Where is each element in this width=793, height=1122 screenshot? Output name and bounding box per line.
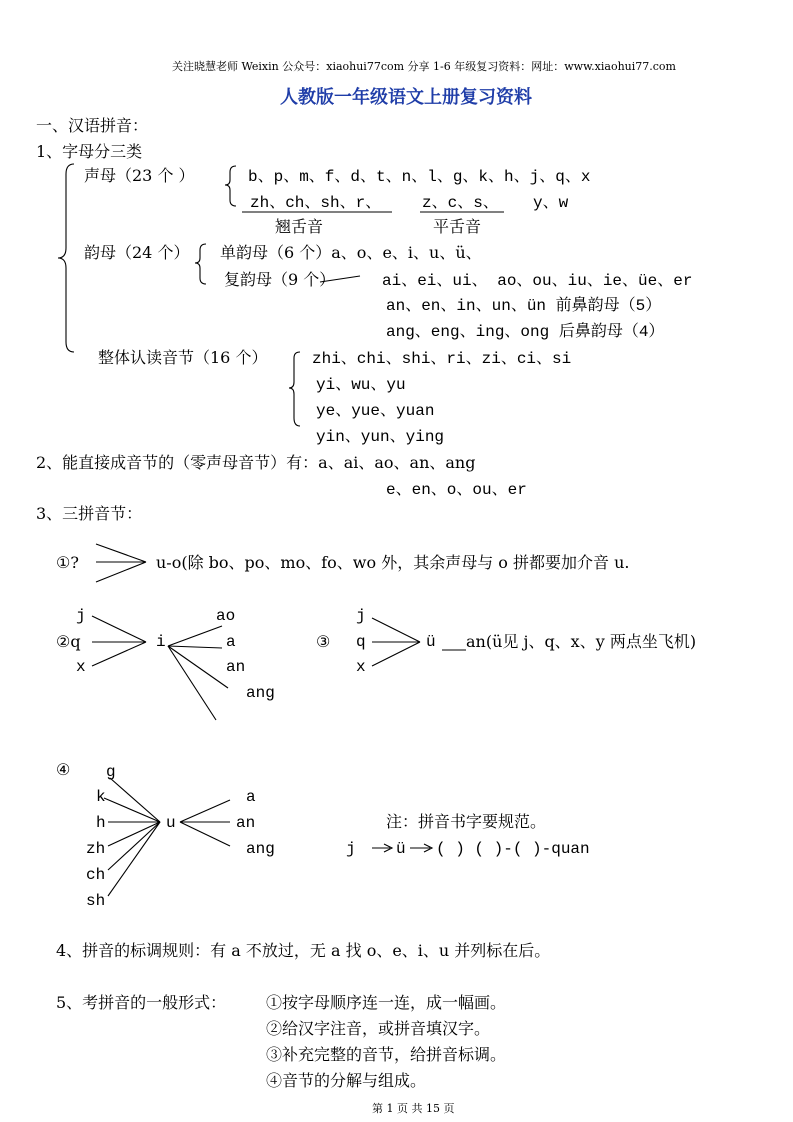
item-4: 4、拼音的标调规则：有 a 不放过，无 a 找 o、e、i、u 并列标在后。 bbox=[56, 941, 551, 960]
diagram3-x: x bbox=[356, 658, 366, 676]
d3-line-j bbox=[372, 618, 420, 642]
hou-bi-yunmu: ang、eng、ing、ong 后鼻韵母（4） bbox=[386, 323, 665, 341]
d2-line-ao bbox=[168, 626, 222, 646]
shengmu-pingshe: z、c、s、 bbox=[422, 194, 499, 212]
d2-line-a bbox=[168, 646, 222, 648]
brace-main bbox=[58, 164, 74, 352]
item-2: 2、能直接成音节的（零声母音节）有：a、ai、ao、an、ang bbox=[36, 453, 476, 472]
diagram3-j: j bbox=[356, 607, 366, 625]
page-title: 人教版一年级语文上册复习资料 bbox=[280, 87, 532, 108]
diagram4-final-a: a bbox=[246, 788, 256, 806]
diagram4-final-an: an bbox=[236, 814, 256, 832]
diagram3-text: an(ü见 j、q、x、y 两点坐飞机) bbox=[466, 632, 697, 651]
diagram2-a: a bbox=[226, 633, 236, 651]
item-3: 3、三拼音节： bbox=[36, 504, 143, 523]
diagram4-note: 注：拼音书字要规范。 bbox=[386, 812, 547, 831]
diagram4-mark: ④ bbox=[56, 760, 71, 779]
d4-line-ang bbox=[180, 822, 230, 846]
pingshe-label: 平舌音 bbox=[433, 217, 482, 236]
zhengti-line4: yin、yun、ying bbox=[316, 428, 445, 446]
d2-line-j bbox=[92, 616, 146, 642]
qian-bi-yunmu: an、en、in、un、ün 前鼻韵母（5） bbox=[386, 297, 662, 315]
item-5-line1: ①按字母顺序连一连，成一幅画。 bbox=[266, 993, 507, 1012]
page-footer: 第 1 页 共 15 页 bbox=[372, 1102, 455, 1115]
diagram2-j: j bbox=[76, 607, 86, 625]
d2-line-x bbox=[92, 642, 146, 666]
zhengti-line1: zhi、chi、shi、ri、zi、ci、si bbox=[312, 350, 572, 368]
diagram3-q: q bbox=[356, 633, 366, 651]
d1-line-top bbox=[96, 544, 146, 562]
brace-yunmu bbox=[195, 244, 206, 284]
diagram2-x: x bbox=[76, 658, 86, 676]
yunmu-label: 韵母（24 个） bbox=[84, 243, 190, 262]
diagram4-initial-ch: ch bbox=[86, 866, 106, 884]
diagram3-u: ü bbox=[426, 633, 436, 651]
d4-line-a bbox=[180, 800, 230, 822]
fu-yunmu-label: 复韵母（9 个） bbox=[224, 270, 336, 289]
diagram4-initial-zh: zh bbox=[86, 840, 106, 858]
shengmu-line1: b、p、m、f、d、t、n、l、g、k、h、j、q、x bbox=[248, 168, 591, 186]
shengmu-label: 声母（23 个 ） bbox=[84, 166, 195, 185]
item-5-line3: ③补充完整的音节，给拼音标调。 bbox=[266, 1045, 507, 1064]
zhengti-line3: ye、yue、yuan bbox=[316, 402, 435, 420]
d2-line-an bbox=[168, 646, 228, 688]
item-5-line2: ②给汉字注音，或拼音填汉字。 bbox=[266, 1019, 491, 1038]
diagram3-mark: ③ bbox=[316, 632, 331, 651]
diagram4-u: u bbox=[166, 814, 176, 832]
brace-zhengti bbox=[289, 352, 300, 426]
shengmu-yw: y、w bbox=[533, 194, 569, 212]
diagram2-i: i bbox=[156, 633, 166, 651]
zhengti-line2: yi、wu、yu bbox=[316, 376, 406, 394]
diagram4-blanks: ( ) ( )-( )-quan bbox=[436, 840, 590, 858]
d3-line-x bbox=[372, 642, 420, 666]
diagram1-mark: ①? bbox=[56, 553, 79, 572]
brace-shengmu bbox=[225, 166, 236, 206]
diagram4-j: j bbox=[346, 840, 356, 858]
diagram2-mark: ②q bbox=[56, 632, 81, 651]
d4-line-ch bbox=[108, 822, 160, 870]
page-header: 关注晓慧老师 Weixin 公众号：xiaohui77com 分享 1-6 年级复习资料：网址：www.xiaohui77.com bbox=[172, 60, 676, 73]
diagram4-initial-g: g bbox=[106, 763, 116, 781]
item-1: 1、字母分三类 bbox=[36, 142, 143, 161]
dan-yunmu: 单韵母（6 个）a、o、e、i、u、ü、 bbox=[220, 243, 482, 262]
diagram2-ang: ang bbox=[246, 684, 275, 702]
diagram4-initial-sh: sh bbox=[86, 892, 106, 910]
diagram2-ao: ao bbox=[216, 607, 236, 625]
d4-line-k bbox=[104, 798, 160, 822]
diagram4-initial-h: h bbox=[96, 814, 106, 832]
strike-fuyunmu bbox=[320, 276, 360, 282]
diagram1-text: u-o(除 bo、po、mo、fo、wo 外，其余声母与 o 拼都要加介音 u. bbox=[156, 553, 630, 572]
item-5-line4: ④音节的分解与组成。 bbox=[266, 1071, 427, 1090]
d1-line-bot bbox=[96, 562, 146, 582]
d2-line-ang bbox=[168, 646, 216, 720]
diagram4-final-ang: ang bbox=[246, 840, 275, 858]
item-5-label: 5、考拼音的一般形式： bbox=[56, 993, 227, 1012]
qiaoshe-label: 翘舌音 bbox=[275, 217, 324, 236]
d4-line-g bbox=[110, 778, 160, 822]
section-heading: 一、汉语拼音： bbox=[36, 116, 149, 135]
item-2-line2: e、en、o、ou、er bbox=[386, 481, 527, 499]
diagram4-initial-k: k bbox=[96, 788, 106, 806]
diagram2-an: an bbox=[226, 658, 246, 676]
fu-yunmu-list: ai、ei、ui、 ao、ou、iu、ie、üe、er bbox=[382, 272, 693, 290]
zhengti-label: 整体认读音节（16 个） bbox=[98, 348, 268, 367]
d4-line-sh bbox=[108, 822, 160, 896]
shengmu-qiaoshe: zh、ch、sh、r、 bbox=[250, 194, 382, 212]
diagram4-u2: ü bbox=[396, 840, 406, 858]
